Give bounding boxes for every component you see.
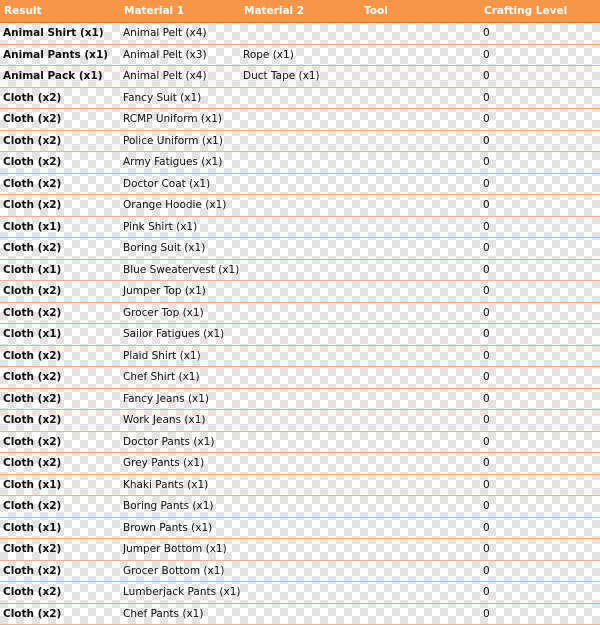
material-2-cell (240, 431, 360, 453)
result-cell: Cloth (x2) (0, 238, 120, 260)
material-2-cell (240, 130, 360, 152)
table-row (0, 517, 600, 539)
result-cell: Cloth (x1) (0, 517, 120, 539)
tool-cell (360, 44, 480, 66)
material-1-cell: Work Jeans (x1) (120, 410, 240, 432)
table-row (0, 44, 600, 66)
crafting-level-cell: 0 (480, 216, 600, 238)
material-2-cell (240, 23, 360, 45)
tool-cell (360, 87, 480, 109)
material-1-cell: Lumberjack Pants (x1) (120, 582, 240, 604)
material-1-cell: Chef Shirt (x1) (120, 367, 240, 389)
table-row (0, 453, 600, 475)
tool-cell (360, 517, 480, 539)
material-2-cell (240, 496, 360, 518)
tool-cell (360, 109, 480, 131)
material-2-cell: Rope (x1) (240, 44, 360, 66)
table-row (0, 302, 600, 324)
tool-cell (360, 367, 480, 389)
result-cell: Cloth (x2) (0, 281, 120, 303)
material-1-cell: Animal Pelt (x4) (120, 66, 240, 88)
tool-cell (360, 345, 480, 367)
crafting-level-cell: 0 (480, 453, 600, 475)
column-header-tool: Tool (360, 0, 480, 23)
table-row (0, 130, 600, 152)
table-row (0, 539, 600, 561)
material-2-cell (240, 281, 360, 303)
column-header-material-2: Material 2 (240, 0, 360, 23)
result-cell: Cloth (x2) (0, 130, 120, 152)
result-cell: Cloth (x2) (0, 195, 120, 217)
material-1-cell: Doctor Pants (x1) (120, 431, 240, 453)
crafting-level-cell: 0 (480, 496, 600, 518)
material-1-cell: Animal Pelt (x4) (120, 23, 240, 45)
material-1-cell: Fancy Suit (x1) (120, 87, 240, 109)
table-body (0, 23, 600, 625)
material-1-cell: Animal Pelt (x3) (120, 44, 240, 66)
tool-cell (360, 496, 480, 518)
result-cell: Cloth (x2) (0, 345, 120, 367)
result-cell: Cloth (x2) (0, 173, 120, 195)
table-row (0, 281, 600, 303)
result-cell: Animal Pants (x1) (0, 44, 120, 66)
material-1-cell: Grey Pants (x1) (120, 453, 240, 475)
crafting-level-cell: 0 (480, 539, 600, 561)
result-cell: Cloth (x2) (0, 431, 120, 453)
material-2-cell (240, 539, 360, 561)
tool-cell (360, 152, 480, 174)
table-row (0, 324, 600, 346)
table-row (0, 431, 600, 453)
crafting-level-cell: 0 (480, 259, 600, 281)
table-row (0, 560, 600, 582)
result-cell: Cloth (x2) (0, 560, 120, 582)
material-1-cell: Jumper Bottom (x1) (120, 539, 240, 561)
result-cell: Cloth (x1) (0, 216, 120, 238)
material-2-cell (240, 152, 360, 174)
tool-cell (360, 324, 480, 346)
crafting-level-cell: 0 (480, 109, 600, 131)
material-1-cell: Army Fatigues (x1) (120, 152, 240, 174)
crafting-level-cell: 0 (480, 517, 600, 539)
material-1-cell: Pink Shirt (x1) (120, 216, 240, 238)
tool-cell (360, 582, 480, 604)
crafting-level-cell: 0 (480, 302, 600, 324)
material-2-cell (240, 367, 360, 389)
material-1-cell: Doctor Coat (x1) (120, 173, 240, 195)
result-cell: Cloth (x2) (0, 410, 120, 432)
tool-cell (360, 539, 480, 561)
table-row (0, 259, 600, 281)
crafting-level-cell: 0 (480, 281, 600, 303)
crafting-level-cell: 0 (480, 238, 600, 260)
material-2-cell (240, 517, 360, 539)
material-2-cell: Duct Tape (x1) (240, 66, 360, 88)
table-row (0, 345, 600, 367)
result-cell: Cloth (x2) (0, 582, 120, 604)
crafting-level-cell: 0 (480, 367, 600, 389)
crafting-level-cell: 0 (480, 388, 600, 410)
crafting-level-cell: 0 (480, 474, 600, 496)
material-2-cell (240, 87, 360, 109)
material-1-cell: Sailor Fatigues (x1) (120, 324, 240, 346)
material-1-cell: Boring Suit (x1) (120, 238, 240, 260)
tool-cell (360, 173, 480, 195)
result-cell: Animal Pack (x1) (0, 66, 120, 88)
tool-cell (360, 410, 480, 432)
material-1-cell: Plaid Shirt (x1) (120, 345, 240, 367)
material-2-cell (240, 302, 360, 324)
header-row (0, 0, 600, 23)
result-cell: Cloth (x2) (0, 388, 120, 410)
result-cell: Cloth (x1) (0, 474, 120, 496)
crafting-level-cell: 0 (480, 603, 600, 625)
table-row (0, 410, 600, 432)
table-row (0, 109, 600, 131)
tool-cell (360, 195, 480, 217)
column-header-crafting-level: Crafting Level (480, 0, 600, 23)
table-row (0, 474, 600, 496)
material-2-cell (240, 388, 360, 410)
material-2-cell (240, 453, 360, 475)
material-1-cell: Boring Pants (x1) (120, 496, 240, 518)
material-1-cell: Orange Hoodie (x1) (120, 195, 240, 217)
table-row (0, 87, 600, 109)
crafting-level-cell: 0 (480, 195, 600, 217)
material-2-cell (240, 582, 360, 604)
result-cell: Animal Shirt (x1) (0, 23, 120, 45)
material-1-cell: Grocer Top (x1) (120, 302, 240, 324)
material-1-cell: Jumper Top (x1) (120, 281, 240, 303)
crafting-level-cell: 0 (480, 324, 600, 346)
tool-cell (360, 259, 480, 281)
table-row (0, 388, 600, 410)
tool-cell (360, 453, 480, 475)
material-2-cell (240, 603, 360, 625)
tool-cell (360, 130, 480, 152)
tool-cell (360, 302, 480, 324)
result-cell: Cloth (x1) (0, 259, 120, 281)
tool-cell (360, 474, 480, 496)
table-row (0, 23, 600, 45)
material-2-cell (240, 324, 360, 346)
material-1-cell: Police Uniform (x1) (120, 130, 240, 152)
material-2-cell (240, 410, 360, 432)
crafting-level-cell: 0 (480, 23, 600, 45)
result-cell: Cloth (x2) (0, 539, 120, 561)
crafting-level-cell: 0 (480, 44, 600, 66)
material-1-cell: Khaki Pants (x1) (120, 474, 240, 496)
material-2-cell (240, 195, 360, 217)
material-1-cell: Blue Sweatervest (x1) (120, 259, 240, 281)
tool-cell (360, 216, 480, 238)
tool-cell (360, 238, 480, 260)
result-cell: Cloth (x2) (0, 109, 120, 131)
crafting-level-cell: 0 (480, 173, 600, 195)
result-cell: Cloth (x2) (0, 87, 120, 109)
result-cell: Cloth (x2) (0, 496, 120, 518)
table-row (0, 496, 600, 518)
result-cell: Cloth (x1) (0, 324, 120, 346)
table-row (0, 173, 600, 195)
tool-cell (360, 23, 480, 45)
tool-cell (360, 388, 480, 410)
crafting-level-cell: 0 (480, 130, 600, 152)
table-header (0, 0, 600, 23)
tool-cell (360, 560, 480, 582)
material-1-cell: RCMP Uniform (x1) (120, 109, 240, 131)
crafting-level-cell: 0 (480, 410, 600, 432)
result-cell: Cloth (x2) (0, 152, 120, 174)
table-row (0, 238, 600, 260)
material-2-cell (240, 259, 360, 281)
tool-cell (360, 603, 480, 625)
table-row (0, 195, 600, 217)
result-cell: Cloth (x2) (0, 302, 120, 324)
crafting-level-cell: 0 (480, 431, 600, 453)
table-row (0, 152, 600, 174)
material-2-cell (240, 109, 360, 131)
material-1-cell: Chef Pants (x1) (120, 603, 240, 625)
material-2-cell (240, 474, 360, 496)
column-header-result: Result (0, 0, 120, 23)
table-row (0, 603, 600, 625)
result-cell: Cloth (x2) (0, 367, 120, 389)
material-2-cell (240, 216, 360, 238)
table-row (0, 367, 600, 389)
crafting-level-cell: 0 (480, 560, 600, 582)
material-1-cell: Brown Pants (x1) (120, 517, 240, 539)
crafting-level-cell: 0 (480, 66, 600, 88)
result-cell: Cloth (x2) (0, 603, 120, 625)
table-row (0, 66, 600, 88)
column-header-material-1: Material 1 (120, 0, 240, 23)
table-row (0, 216, 600, 238)
crafting-level-cell: 0 (480, 152, 600, 174)
tool-cell (360, 431, 480, 453)
material-2-cell (240, 173, 360, 195)
material-1-cell: Fancy Jeans (x1) (120, 388, 240, 410)
material-2-cell (240, 238, 360, 260)
crafting-level-cell: 0 (480, 345, 600, 367)
result-cell: Cloth (x2) (0, 453, 120, 475)
material-2-cell (240, 345, 360, 367)
crafting-level-cell: 0 (480, 582, 600, 604)
crafting-level-cell: 0 (480, 87, 600, 109)
table-row (0, 582, 600, 604)
tool-cell (360, 66, 480, 88)
material-2-cell (240, 560, 360, 582)
material-1-cell: Grocer Bottom (x1) (120, 560, 240, 582)
tool-cell (360, 281, 480, 303)
